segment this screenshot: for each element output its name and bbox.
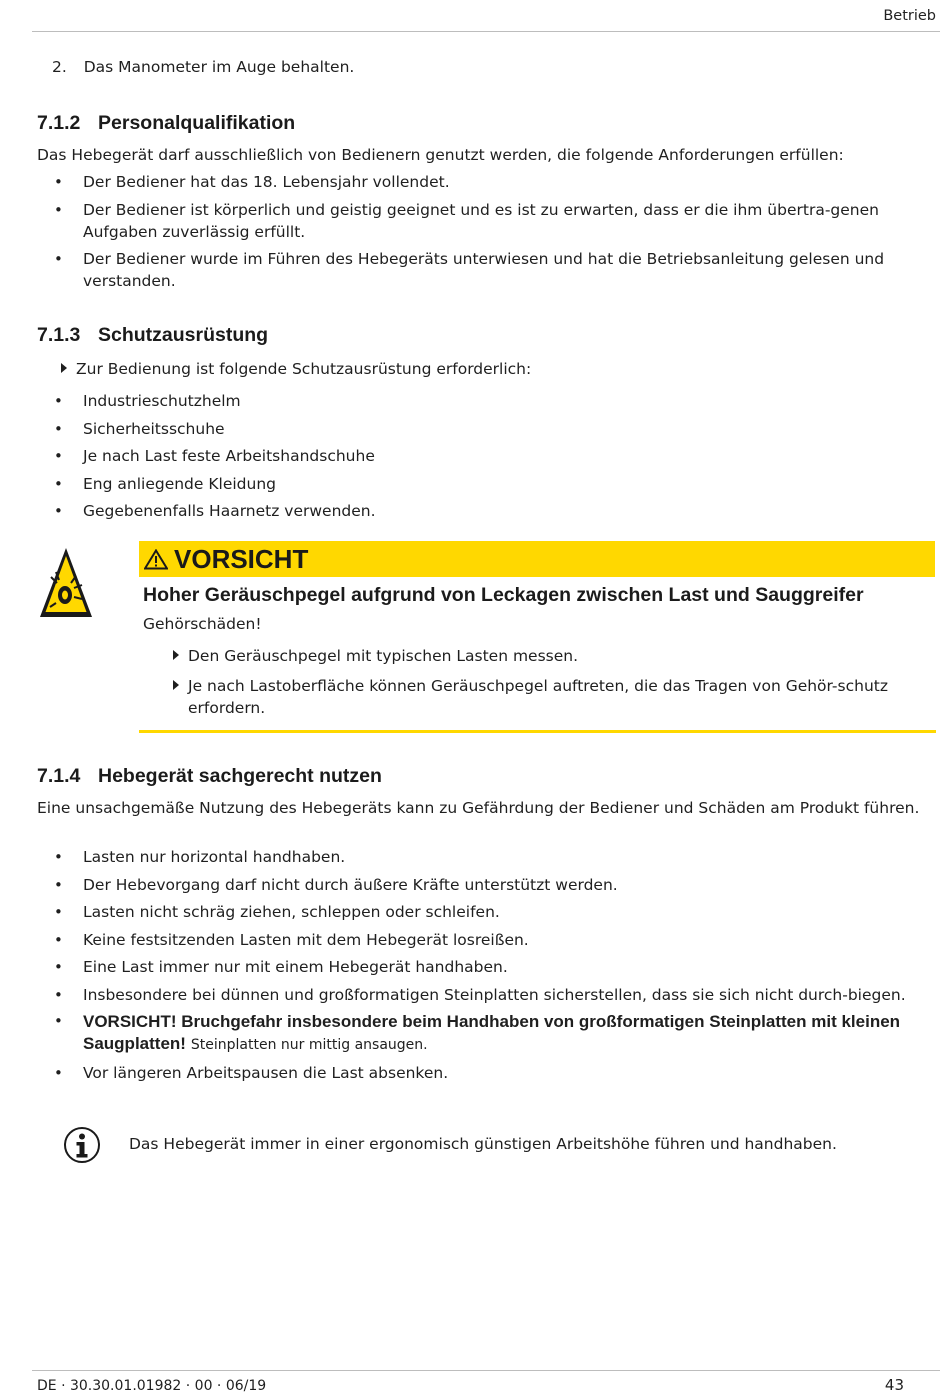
arrow-right-icon — [173, 650, 179, 660]
heading-title: Personalqualifikation — [98, 112, 296, 134]
hearing-protection-pictogram — [38, 545, 94, 625]
warning-signal-band — [139, 541, 935, 577]
warning-title: Hoher Geräuschpegel aufgrund von Leckagen zwischen Last und Sauggreifer — [143, 584, 864, 606]
step-text: Den Geräuschpegel mit typischen Lasten messen. — [188, 647, 579, 665]
step-number: 2. — [52, 58, 67, 76]
running-header: Betrieb — [883, 8, 936, 24]
list-protective-equipment — [37, 390, 917, 528]
list-item: • Der Bediener hat das 18. Lebensjahr vollendet. — [37, 171, 917, 193]
list-item: • Gegebenenfalls Haarnetz verwenden. — [37, 500, 917, 522]
list-item: • Sicherheitsschuhe — [37, 418, 917, 440]
caution-normal-text: Steinplatten nur mittig ansaugen. — [190, 1037, 428, 1053]
header-rule — [32, 31, 940, 32]
warning-signal-word — [144, 544, 308, 575]
caution-bold-text: VORSICHT! Bruchgefahr insbesondere beim Handhaben von großformatigen Steinplatten mit kleinen Saugplatten! — [83, 1012, 901, 1053]
heading-number: 7.1.4 — [37, 765, 81, 787]
warning-step — [173, 645, 913, 667]
info-icon — [63, 1126, 101, 1168]
list-item: • Industrieschutzhelm — [37, 390, 917, 412]
warning-consequence: Gehörschäden! — [143, 615, 262, 633]
list-item-caution — [37, 1011, 917, 1056]
paragraph-intro-nutzung: Eine unsachgemäße Nutzung des Hebegeräts kann zu Gefährdung der Bediener und Schäden am Produkt führen. — [37, 799, 920, 817]
step-schutzausruestung — [61, 358, 531, 380]
step-text: Zur Bedienung ist folgende Schutzausrüstung erforderlich: — [76, 360, 532, 378]
heading-schutzausruestung — [37, 324, 268, 347]
step-text: Je nach Lastoberfläche können Geräuschpegel auftreten, die das Tragen von Gehör-schutz erfordern. — [188, 677, 888, 717]
list-item: • Vor längeren Arbeitspausen die Last absenken. — [37, 1062, 917, 1084]
warning-triangle-icon — [144, 549, 168, 570]
document-number: DE · 30.30.01.01982 · 00 · 06/19 — [37, 1378, 267, 1394]
list-item: • Insbesondere bei dünnen und großformatigen Steinplatten sicherstellen, dass sie sich nicht durch-biegen. — [37, 984, 917, 1006]
list-item: • Eng anliegende Kleidung — [37, 473, 917, 495]
top-step — [52, 58, 354, 76]
arrow-right-icon — [61, 363, 67, 373]
list-item: • Eine Last immer nur mit einem Hebegerät handhaben. — [37, 956, 917, 978]
signal-word-text: VORSICHT — [174, 544, 309, 574]
page-number: 43 — [884, 1376, 904, 1394]
step-text: Das Manometer im Auge behalten. — [83, 58, 355, 76]
list-correct-usage — [37, 846, 917, 1089]
warning-step — [173, 675, 918, 719]
heading-number: 7.1.3 — [37, 324, 81, 346]
info-note-text: Das Hebegerät immer in einer ergonomisch günstigen Arbeitshöhe führen und handhaben. — [129, 1135, 837, 1153]
heading-number: 7.1.2 — [37, 112, 81, 134]
list-item: • Lasten nur horizontal handhaben. — [37, 846, 917, 868]
paragraph-intro-personal: Das Hebegerät darf ausschließlich von Bedienern genutzt werden, die folgende Anforderungen erfüllen: — [37, 146, 844, 164]
warning-bottom-rule — [139, 730, 936, 733]
heading-personalqualifikation — [37, 112, 295, 135]
list-personal-requirements — [37, 171, 917, 298]
list-item: • Keine festsitzenden Lasten mit dem Hebegerät losreißen. — [37, 929, 917, 951]
list-item: • Der Bediener ist körperlich und geistig geeignet und es ist zu erwarten, dass er die ihm übertra-genen Aufgaben zuverlässig erfüllt. — [37, 199, 917, 243]
list-item: • Der Bediener wurde im Führen des Hebegeräts unterwiesen und hat die Betriebsanleitung gelesen und verstanden. — [37, 248, 917, 292]
list-item: • Je nach Last feste Arbeitshandschuhe — [37, 445, 917, 467]
heading-title: Hebegerät sachgerecht nutzen — [98, 765, 382, 787]
arrow-right-icon — [173, 680, 179, 690]
heading-sachgerecht-nutzen — [37, 765, 382, 788]
list-item: • Der Hebevorgang darf nicht durch äußere Kräfte unterstützt werden. — [37, 874, 917, 896]
heading-title: Schutzausrüstung — [98, 324, 269, 346]
footer-rule — [32, 1370, 940, 1371]
list-item: • Lasten nicht schräg ziehen, schleppen oder schleifen. — [37, 901, 917, 923]
